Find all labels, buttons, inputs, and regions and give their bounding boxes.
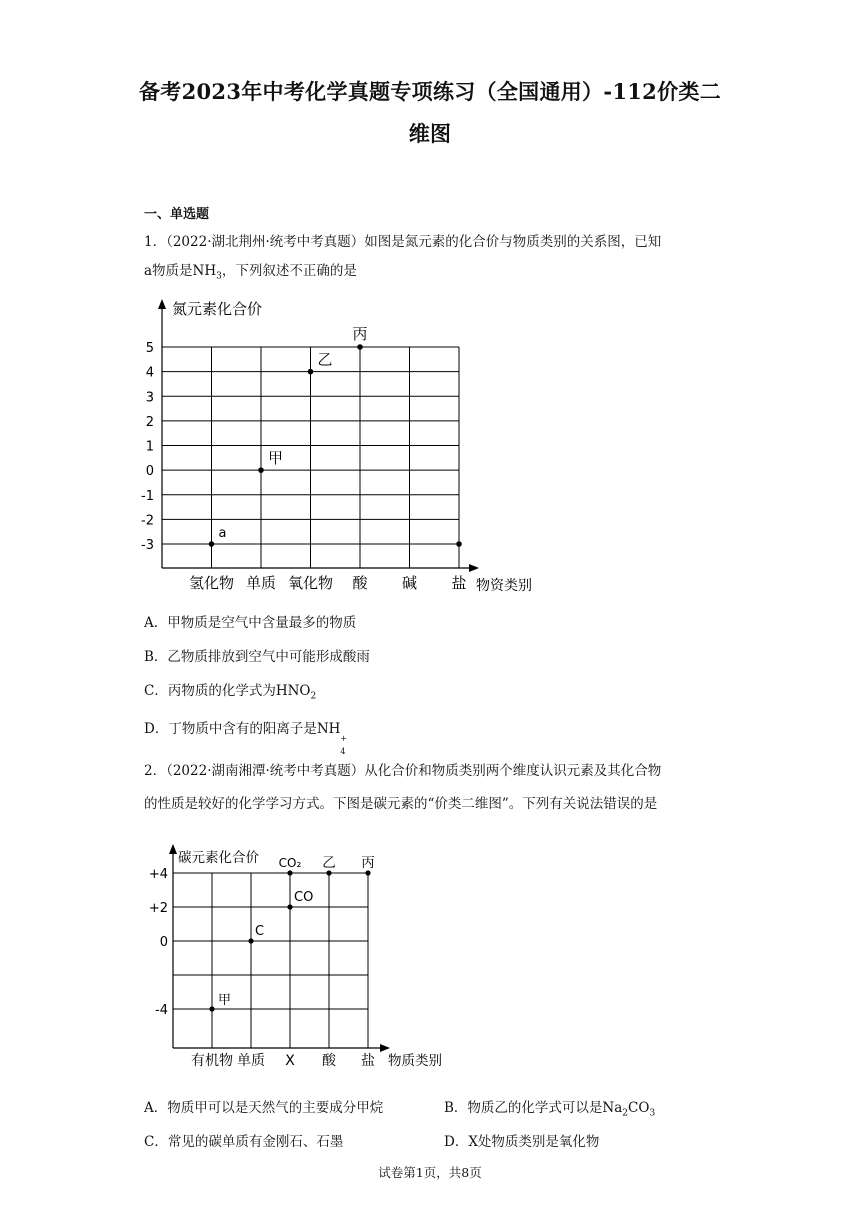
nitrogen-valence-chart: [130, 296, 550, 600]
q2-x-category-label: 酸: [322, 1053, 336, 1069]
q2-y-tick-label: +4: [148, 867, 168, 882]
q1-y-tick-label: -1: [141, 488, 154, 504]
q1-y-tick-label: -3: [141, 538, 154, 553]
section-heading: 一、单选题: [144, 207, 210, 222]
q1-point-label: a: [218, 526, 227, 541]
q1-option-c: C．丙物质的化学式为$HNO_2$: [144, 683, 317, 702]
q1-y-tick-label: -2: [141, 513, 154, 529]
q2-option-a: A．物质甲可以是天然气的主要成分甲烷: [144, 1100, 384, 1116]
doc-title-line2: 维图: [408, 121, 452, 146]
q2-chart-xlabel: 物质类别: [388, 1053, 442, 1069]
q2-point-label: 甲: [218, 993, 232, 1008]
q2-y-tick-label: -4: [155, 1003, 168, 1018]
q2-point-label: 丙: [361, 855, 375, 871]
q1-y-tick-label: 2: [145, 414, 154, 430]
q1-data-point: [258, 467, 264, 473]
q2-option-d: D．X处物质类别是氧化物: [444, 1134, 600, 1150]
q1-data-point: [308, 369, 314, 375]
q2-point-label: C: [255, 924, 265, 939]
q2-chart-ylabel: 碳元素化合价: [178, 850, 259, 866]
q1-point-label: 乙: [317, 350, 333, 369]
q2-data-point: [287, 904, 292, 909]
q2-x-category-label: 盐: [361, 1053, 375, 1069]
q2-x-category-label: 有机物: [191, 1053, 233, 1069]
q2-line1: 2．（2022·湖南湘潭·统考中考真题）从化合价和物质类别两个维度认识元素及其化合物: [144, 763, 662, 779]
q2-data-point: [365, 870, 370, 875]
q1-y-tick-label: 0: [145, 464, 154, 480]
q1-line2: a物质是$NH_3$，下列叙述不正确的是: [144, 263, 357, 282]
q1-y-tick-label: 3: [145, 390, 154, 406]
q1-option-a: A．甲物质是空气中含量最多的物质: [144, 615, 357, 631]
q1-point-label: 丙: [352, 325, 368, 343]
q1-chart-ylabel: 氮元素化合价: [172, 300, 263, 318]
q1-y-tick-label: 4: [145, 365, 154, 381]
q2-option-c: C．常见的碳单质有金刚石、石墨: [144, 1134, 344, 1150]
q1-option-b: B．乙物质排放到空气中可能形成酸雨: [144, 649, 370, 665]
carbon-valence-chart: [140, 842, 460, 1074]
q2-data-point: [287, 870, 292, 875]
doc-title-line1: 备考2023年中考化学真题专项练习（全国通用）-112价类二: [139, 79, 721, 104]
q1-x-category-label: 氢化物: [188, 574, 235, 592]
q1-y-tick-label: 1: [145, 439, 154, 455]
q1-x-category-label: 碱: [401, 574, 418, 592]
q2-option-b: B．物质乙的化学式可以是$Na_2CO_3$: [444, 1100, 656, 1119]
q1-x-category-label: 盐: [451, 574, 467, 592]
q2-x-category-label: X: [285, 1053, 295, 1069]
q2-y-tick-label: 0: [159, 935, 168, 950]
q2-x-category-label: 单质: [237, 1053, 265, 1069]
q1-data-point: [456, 541, 462, 547]
q2-line2: 的性质是较好的化学学习方式。下图是碳元素的“价类二维图”。下列有关说法错误的是: [144, 796, 658, 812]
q1-y-tick-label: 5: [145, 341, 154, 356]
q1-x-category-label: 单质: [245, 574, 277, 592]
q2-point-label: 乙: [322, 855, 336, 871]
q2-point-label: CO₂: [278, 856, 302, 870]
q2-data-point: [326, 870, 331, 875]
q1-point-label: 甲: [268, 449, 284, 468]
q1-option-d: D．丁物质中含有的阳离子是NH + 4: [144, 721, 348, 756]
q1-x-category-label: 酸: [352, 574, 368, 592]
page-footer: 试卷第1页，共8页: [378, 1165, 482, 1180]
q2-data-point: [209, 1006, 214, 1011]
q1-x-category-label: 氧化物: [287, 574, 334, 592]
q1-data-point: [209, 541, 215, 547]
q2-y-tick-label: +2: [148, 901, 168, 916]
q2-point-label: CO: [294, 890, 314, 905]
q1-data-point: [357, 344, 363, 350]
q2-data-point: [248, 938, 253, 943]
q1-line1: 1．（2022·湖北荆州·统考中考真题）如图是氮元素的化合价与物质类别的关系图，已知: [144, 234, 662, 250]
q1-chart-xlabel: 物资类别: [476, 578, 532, 594]
